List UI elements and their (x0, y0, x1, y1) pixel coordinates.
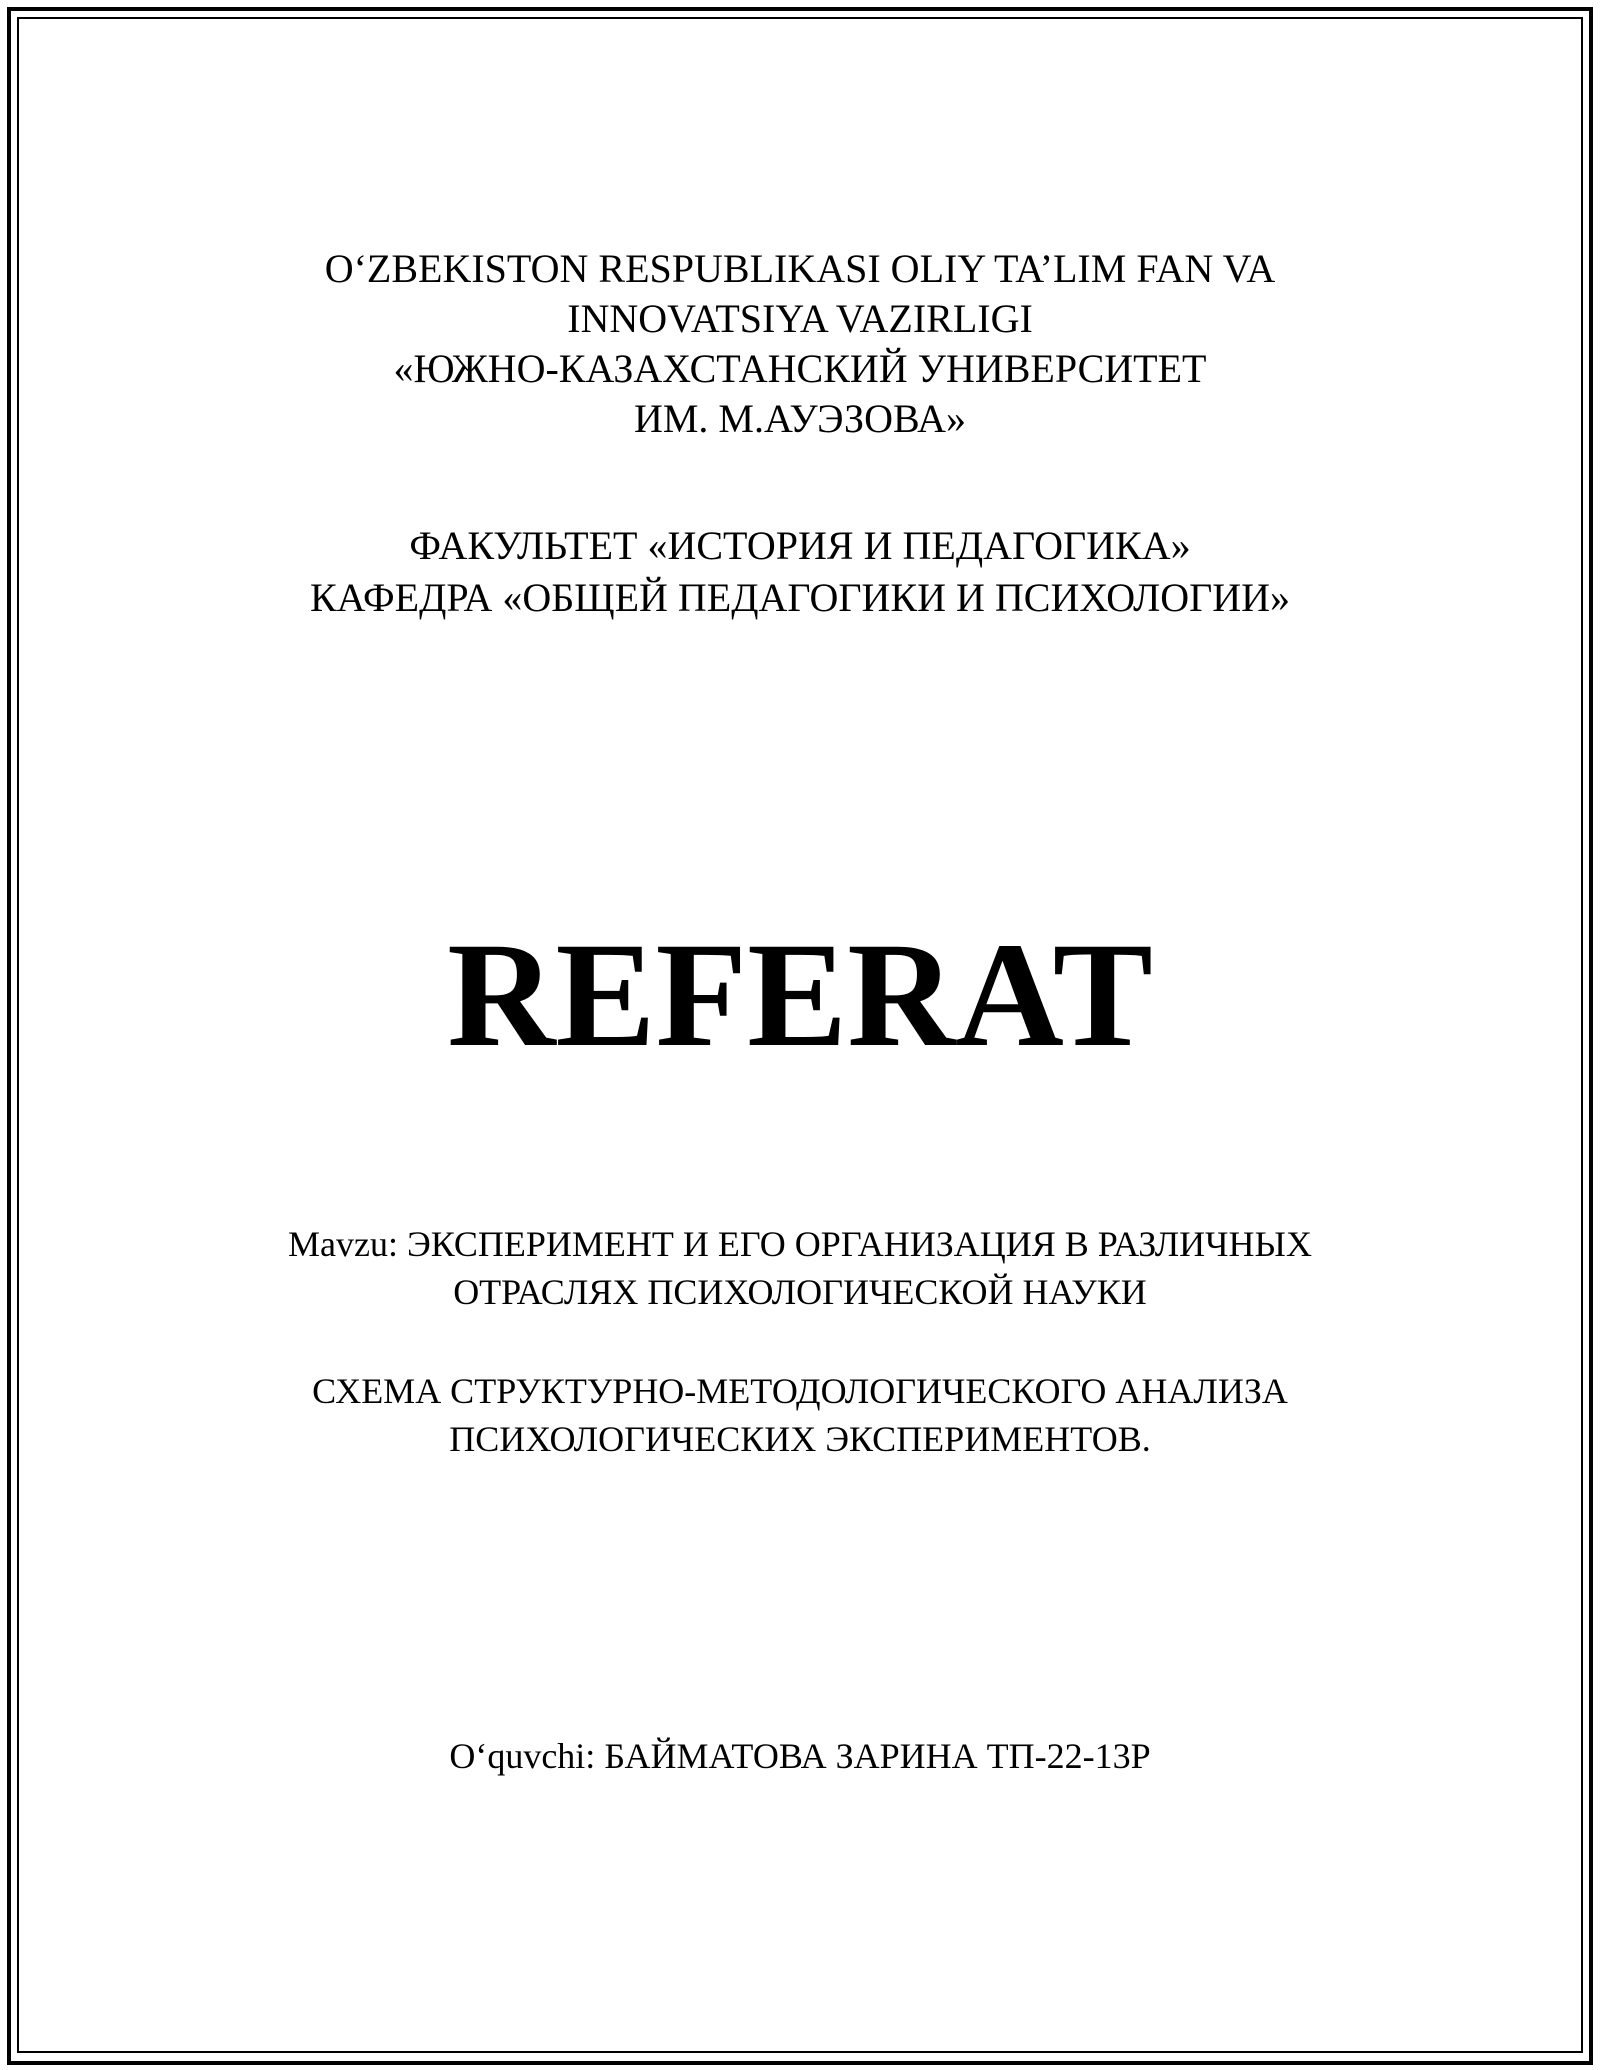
university-line-2: ИМ. М.АУЭЗОВА» (633, 396, 967, 441)
faculty-line: ФАКУЛЬТЕТ «ИСТОРИЯ И ПЕДАГОГИКА» (409, 523, 1191, 568)
student-line (0, 1732, 1600, 1780)
scheme-line-2: ПСИХОЛОГИЧЕСКИХ ЭКСПЕРИМЕНТОВ. (449, 1419, 1151, 1459)
scheme-section (0, 1367, 1600, 1463)
university-line-1: «ЮЖНО-КАЗАХСТАНСКИЙ УНИВЕРСИТЕТ (393, 346, 1207, 391)
student-name: БАЙМАТОВА ЗАРИНА ТП-22-13Р (604, 1736, 1151, 1776)
faculty-section (0, 520, 1600, 624)
ministry-line-1: O‘ZBEKISTON RESPUBLIKASI OLIY TA’LIM FAN VA (324, 246, 1276, 291)
topic-text-1: ЭКСПЕРИМЕНТ И ЕГО ОРГАНИЗАЦИЯ В РАЗЛИЧНЫХ (407, 1224, 1312, 1264)
student-section (0, 1732, 1600, 1780)
ministry-header (0, 244, 1600, 444)
document-title (0, 910, 1600, 1080)
scheme-line-1: СХЕМА СТРУКТУРНО-МЕТОДОЛОГИЧЕСКОГО АНАЛИЗА (312, 1371, 1288, 1411)
topic-line-1 (0, 1220, 1600, 1268)
student-label: O‘quvchi: (449, 1736, 605, 1776)
department-line: КАФЕДРА «ОБЩЕЙ ПЕДАГОГИКИ И ПСИХОЛОГИИ» (310, 575, 1290, 620)
topic-line-2: ОТРАСЛЯХ ПСИХОЛОГИЧЕСКОЙ НАУКИ (453, 1272, 1147, 1312)
topic-label: Mavzu: (288, 1224, 408, 1264)
ministry-line-2: INNOVATSIYA VAZIRLIGI (567, 296, 1033, 341)
document-title-text: REFERAT (447, 912, 1153, 1078)
topic-section (0, 1220, 1600, 1316)
